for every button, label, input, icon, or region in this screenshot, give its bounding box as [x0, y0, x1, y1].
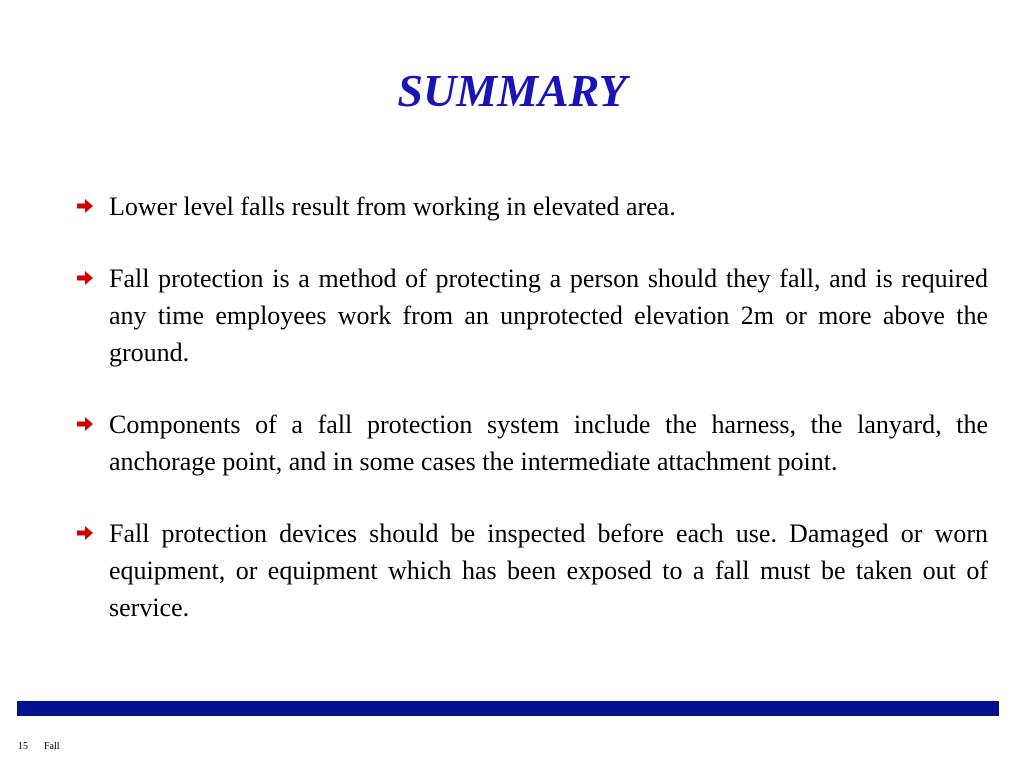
footer-label: Fall — [44, 741, 60, 752]
slide-title: SUMMARY — [397, 65, 627, 116]
bullet-text: Fall protection is a method of protecting a person should they fall, and is required any time employees work from an unprotected elevation 2m or more above the ground. — [109, 264, 988, 367]
bullet-list — [76, 188, 988, 661]
bullet-text: Fall protection devices should be inspected before each use. Damaged or worn equipment, or equipment which has been exposed to a fall must be taken out of service. — [109, 519, 988, 622]
bullet-item — [76, 406, 988, 480]
arrow-right-icon — [76, 415, 94, 433]
bullet-item — [76, 515, 988, 626]
bullet-item — [76, 260, 988, 371]
arrow-right-icon — [76, 197, 94, 215]
arrow-right-icon — [76, 269, 94, 287]
bullet-text: Components of a fall protection system include the harness, the lanyard, the anchorage point, and in some cases the intermediate attachment point. — [109, 410, 988, 476]
bullet-item — [76, 188, 988, 225]
bullet-text: Lower level falls result from working in elevated area. — [109, 192, 676, 221]
arrow-right-icon — [76, 524, 94, 542]
footer-divider-bar — [17, 701, 999, 716]
page-number: 15 — [18, 741, 28, 752]
